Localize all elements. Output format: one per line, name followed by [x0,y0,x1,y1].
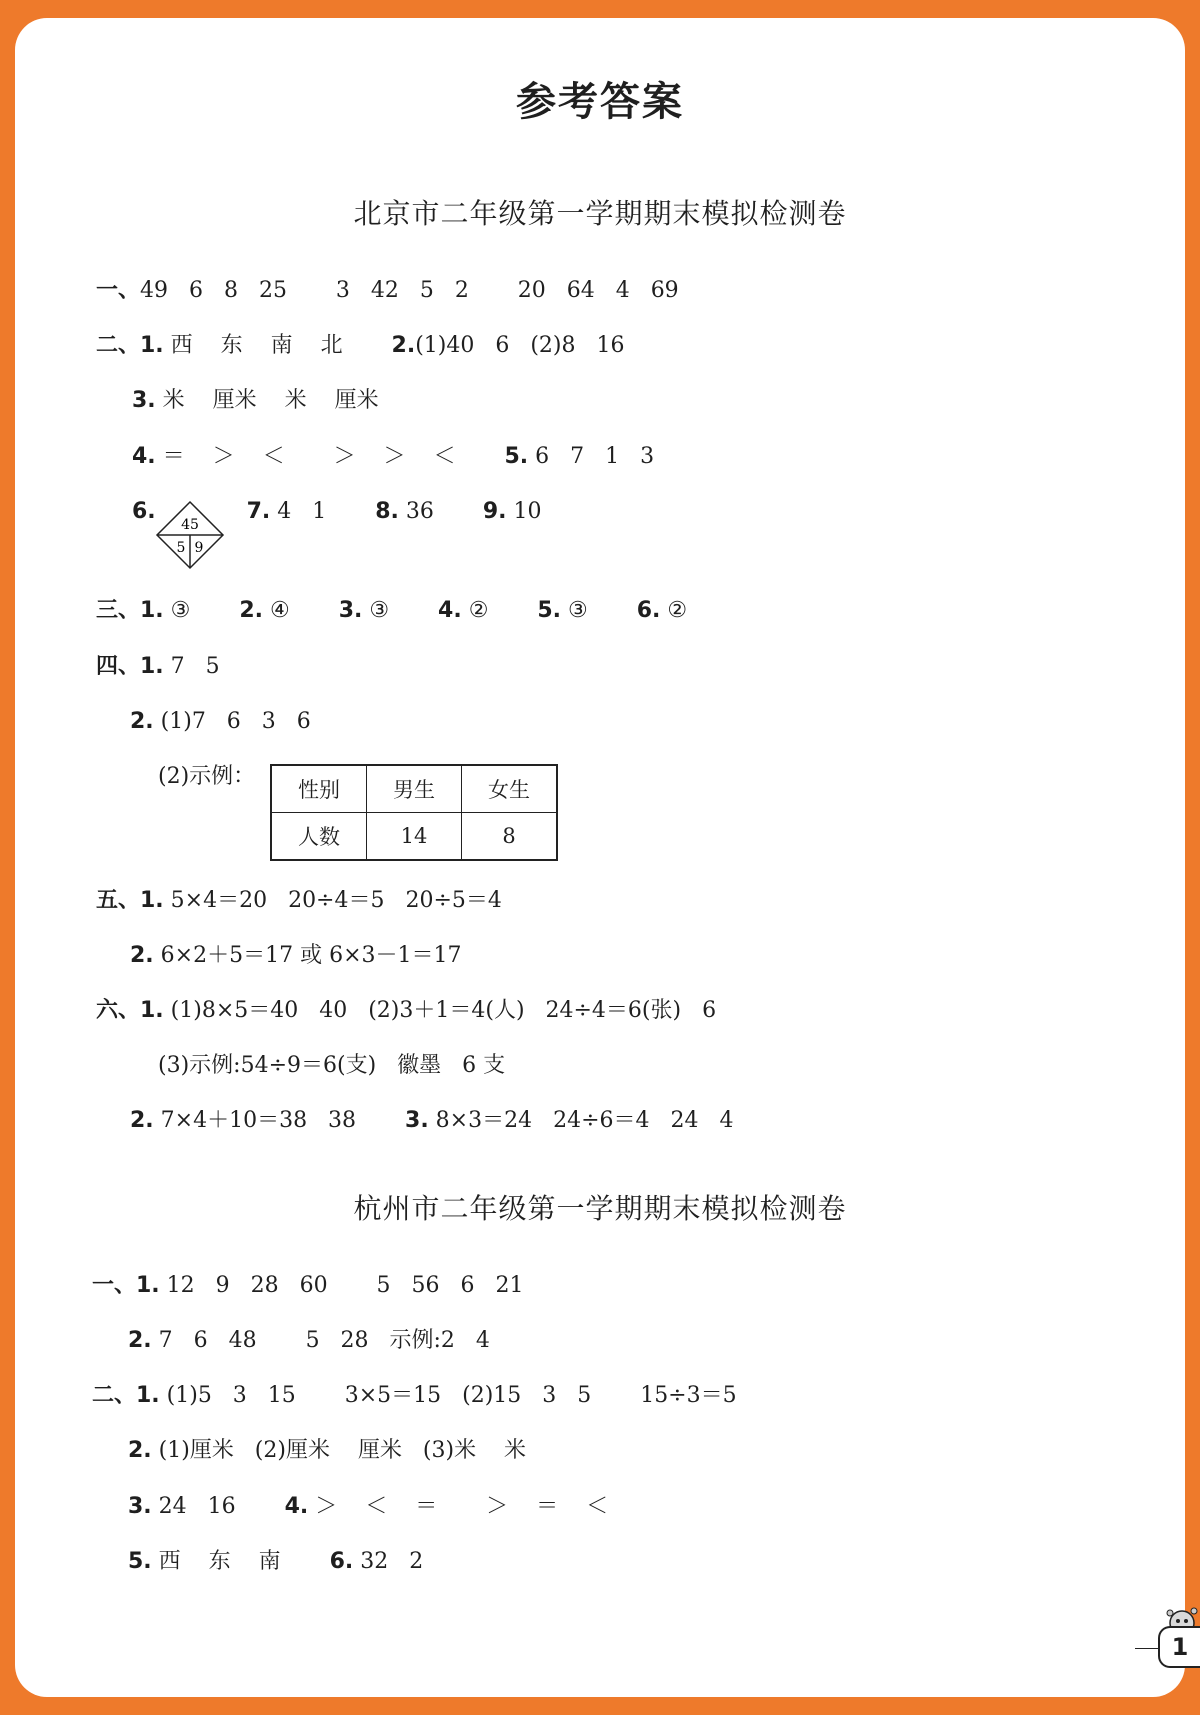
answer-text: 8×3＝24 24÷6＝4 24 4 [428,1108,734,1133]
diamond-right-value: 9 [194,540,204,556]
answer-text: ③ [561,598,637,623]
question-number: 9. [482,499,507,524]
question-number: 五、1. [96,888,164,913]
question-number: 2. [391,333,416,358]
table-header-cell: 男生 [367,765,462,813]
diamond-left-value: 5 [176,540,186,556]
answer-line [96,650,220,684]
answer-line [92,1269,523,1303]
question-number: 六、1. [96,998,164,1023]
answer-line [130,705,311,739]
answer-line [128,1324,490,1358]
question-number: 5. [537,598,562,623]
answer-line [130,939,462,973]
section-title: 杭州市二年级第一学期期末模拟检测卷 [353,1192,847,1225]
gender-count-table [270,764,558,861]
section-title: 北京市二年级第一学期期末模拟检测卷 [353,197,847,230]
question-number: 2. [128,1328,152,1353]
question-number: 4. [284,1494,309,1519]
answer-text: 6 7 1 3 [528,444,655,469]
answer-text: 西 东 南 北 [163,333,392,358]
page-title: 参考答案 [516,79,684,125]
answer-line [158,760,255,794]
question-number: 8. [375,499,399,524]
question-number: 四、1. [96,654,164,679]
answer-line [92,1379,737,1413]
answer-text: 7 6 48 5 28 示例:2 4 [151,1328,490,1353]
answer-line [96,274,679,308]
answer-line [158,1049,505,1083]
question-number: 4. [438,598,462,623]
answer-text: 5×4＝20 20÷4＝5 20÷5＝4 [163,888,502,913]
answer-text: 4 1 [270,499,376,524]
question-number: 二、1. [96,333,164,358]
answer-text: 7×4＋10＝38 38 [153,1108,406,1133]
table-header-cell: 性别 [271,765,367,813]
question-number: 6. [132,499,156,524]
answer-line [96,329,624,363]
page-number-rule [1135,1648,1160,1650]
answer-text: (1)厘米 (2)厘米 厘米 (3)米 米 [151,1438,527,1463]
answer-line [130,1104,733,1138]
answer-line [128,1434,526,1468]
answer-text: ＞ ＜ ＝ ＞ ＝ ＜ [308,1494,609,1519]
answer-text: 49 6 8 25 3 42 5 2 20 64 4 69 [140,278,679,303]
answer-text: 6×2＋5＝17 或 6×3－1＝17 [153,943,462,968]
answer-text: 36 [398,499,483,524]
answer-text: (2)示例： [158,764,256,789]
question-number: 6. [329,1549,354,1574]
answer-text: (1)5 3 15 3×5＝15 (2)15 3 5 15÷3＝5 [159,1383,737,1408]
table-row [271,813,557,861]
question-number: 3. [405,1108,429,1133]
answer-text: (1)8×5＝40 40 (2)3＋1＝4(人) 24÷4＝6(张) 6 [163,998,717,1023]
answer-text: 7 5 [163,654,220,679]
question-number: 3. [128,1494,152,1519]
answer-text: 32 2 [353,1549,424,1574]
answer-line [96,884,502,918]
question-number: 2. [130,943,154,968]
question-number: 5. [128,1549,152,1574]
answer-line [132,440,654,474]
answer-text: ＝ ＞ ＜ ＞ ＞ ＜ [155,444,505,469]
answer-text: 10 [506,499,542,524]
answer-text: ④ [263,598,339,623]
answer-text: ② [461,598,538,623]
question-number: 一、 [96,278,141,303]
question-number: 二、1. [92,1383,160,1408]
answer-text: 12 9 28 60 5 56 6 21 [159,1273,524,1298]
answer-text: (1)7 6 3 6 [153,709,311,734]
question-number: 2. [130,1108,154,1133]
table-cell: 14 [367,813,462,861]
answer-line [128,1545,423,1579]
question-number: 2. [239,598,264,623]
answer-text: 米 厘米 米 厘米 [155,388,379,413]
answer-line [128,1490,608,1524]
answer-text: ③ [362,598,439,623]
question-number: 6. [636,598,661,623]
question-number: 3. [132,388,156,413]
diamond-top-value: 45 [181,517,199,533]
answer-text: ③ [163,598,240,623]
question-number: 2. [128,1438,152,1463]
table-cell: 8 [462,813,558,861]
question-number: 3. [338,598,363,623]
question-number: 一、1. [92,1273,160,1298]
page-number: 1 [1158,1626,1200,1668]
answer-text: 西 东 南 [151,1549,330,1574]
question-number: 5. [504,444,529,469]
question-number: 4. [132,444,156,469]
table-header-row [271,765,557,813]
answer-text: 24 16 [151,1494,285,1519]
question-number: 2. [130,709,154,734]
answer-text: (1)40 6 (2)8 16 [415,333,625,358]
answer-text: (3)示例:54÷9＝6(支) 徽墨 6 支 [158,1053,506,1078]
answer-text: ② [660,598,688,623]
question-number: 三、1. [96,598,164,623]
table-header-cell: 女生 [462,765,558,813]
diamond-figure [155,500,225,570]
question-number: 7. [246,499,271,524]
answer-line [132,384,379,418]
answer-line [96,594,687,628]
answer-line [96,994,716,1028]
table-row-label: 人数 [271,813,367,861]
